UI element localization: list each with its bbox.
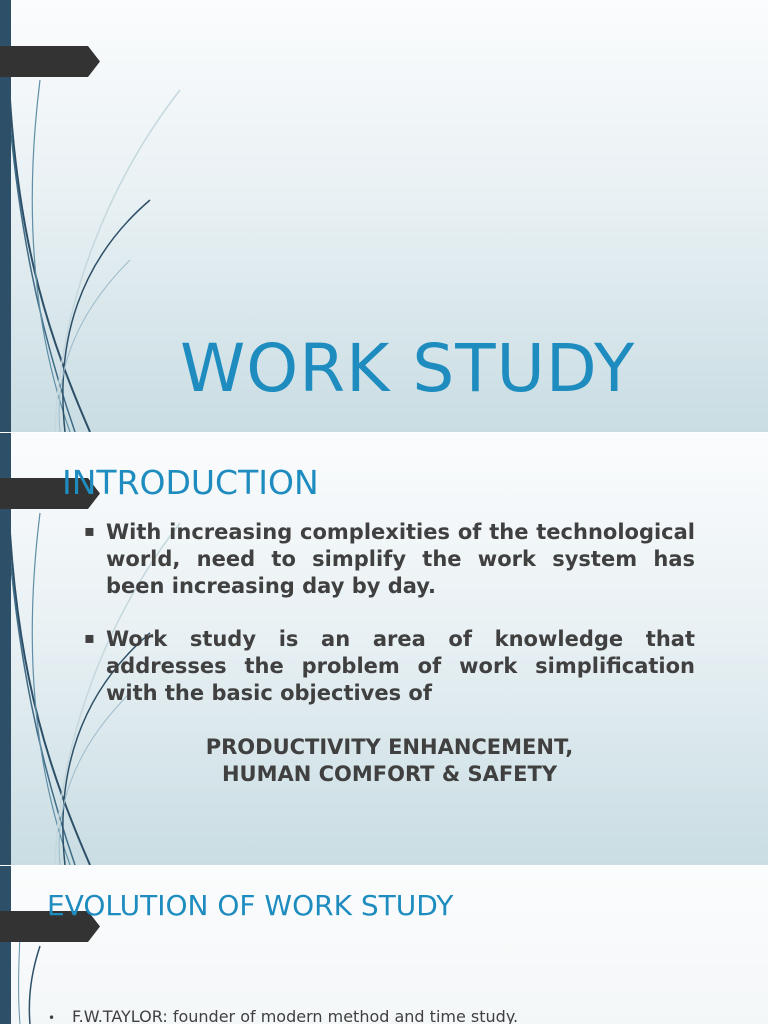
objective-line: HUMAN COMFORT & SAFETY [221, 762, 558, 786]
arrow-tab-shape [0, 46, 100, 77]
introduction-slide [0, 433, 768, 865]
slide-title: WORK STUDY [180, 330, 636, 407]
section-title: EVOLUTION OF WORK STUDY [47, 889, 454, 922]
objective-line: PRODUCTIVITY ENHANCEMENT, [205, 735, 574, 759]
bullet-text: F.W.TAYLOR: founder of modern method and time study. [72, 1007, 519, 1024]
bullet-text: Work study is an area of knowledge that addresses the problem of work simplification with the basic objectives of [106, 627, 695, 705]
bullet-item [84, 626, 695, 707]
square-bullet-icon: ▪ [84, 628, 95, 647]
evolution-slide [0, 866, 768, 1024]
bullet-list [84, 519, 695, 733]
square-bullet-icon: ▪ [84, 521, 95, 540]
dot-bullet-icon: • [48, 1011, 56, 1024]
accent-bar [0, 866, 11, 1024]
bullet-item [84, 519, 695, 600]
bullet-text: With increasing complexities of the technological world, need to simplify the work system has been increasing day by day. [106, 520, 695, 598]
section-title: INTRODUCTION [62, 463, 319, 502]
bullet-item [48, 1007, 518, 1024]
title-slide [0, 0, 768, 432]
